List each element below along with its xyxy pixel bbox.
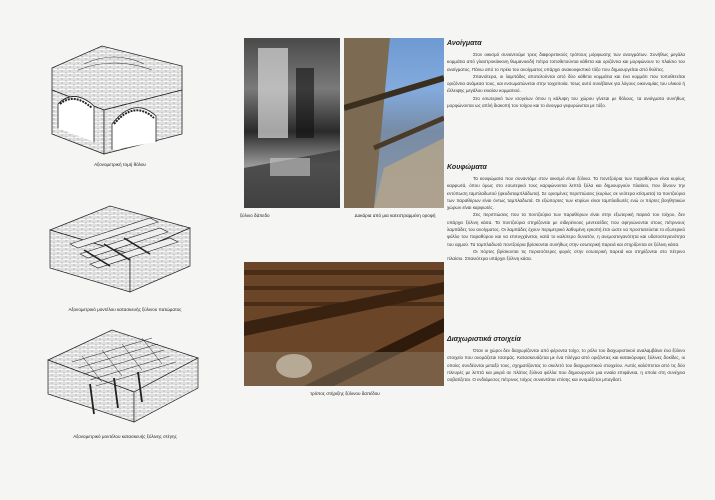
photo-roof-svg — [344, 38, 444, 208]
drawings-column — [0, 0, 240, 500]
photo-floor-svg — [244, 38, 340, 208]
floor-axonometric-drawing — [40, 200, 200, 296]
section-title-partitions: Διαχωριστικά στοιχεία — [447, 336, 521, 343]
section-partitions — [447, 336, 685, 383]
paragraph: Στις περιπτώσεις που τα ποντζούρια των παραθύρων είναι στην εξωτερική παρειά του τοίχου, δεν υπάρχει ξύλινη κάσα. Τα ποντζούρια στηρίζονται με σιδερένιους μεντεσέδες που σφηνώνονται στους πέτρινους λαμπάδες του ανοίγματος. Οι λαμπάδες έχουν περιμετρικό λαθυμένη εγκοπή έτσι ώστε να προστατεύεται το εξωτερικό φύλλο του παραθύρου και να επιτυγχάνεται, κατά το καλύτερο δυνατόν, η ανεμοστεγανότητα και υδατοστεγανότητα του αρμού. Τα ταμπλαδωτά ποντζούρια βρίσκονται συνήθως στην εσωτερική παρειά και στηρίζονται σε ξύλινη κάσα. — [447, 212, 685, 247]
photo-wooden-floor — [244, 38, 340, 208]
floor-drawing-svg — [40, 200, 200, 296]
vault-axonometric-drawing — [44, 38, 186, 156]
section-title-frames: Κουφώματα — [447, 164, 487, 171]
caption-photo-floor: ξύλινο δάπεδο — [240, 213, 270, 218]
section-title-openings: Ανοίγματα — [447, 40, 482, 47]
paragraph: Σπανιότερα, οι λαμπάδες αποτελούνται από δύο κάθετα κομμάτια και ένα κομμάτι που τοποθετείται οριζόντια ανάμεσα τους, και ενσωματώνεται στην τοιχοποιία. Ίσως αυτό συνέβαινε για λόγους οικονομίας του υλικού ή έλλειψης μεγάλου ενιαίου κομματιού. — [447, 73, 685, 94]
paragraph: Οι πόρτες βρίσκονται τις περισσότερες φορές στην εσωτερική παρειά και στηρίζονται στο πέτρινο πλαίσιο. Σπανιότερα υπάρχει ξύλινη κάσα. — [447, 248, 685, 262]
paragraph: Στο εσωτερικό των ισογείων όπου η κάλυψη του χώρου γίνεται με θόλους, τα ανοίγματα συνήθως μορφώνονται ως απλή διακοπή του τοίχου και το άνοιγμα γεφυρώνεται με τόξο. — [447, 95, 685, 109]
caption-roof: Αξονομετρικό μοντέλου κατασκευής ξύλινης στέγης — [73, 434, 177, 439]
section-frames — [447, 164, 685, 263]
caption-photo-roof: Δοκάρια από μια κατεστραμμένη οροφή — [354, 213, 436, 218]
section-openings — [447, 40, 685, 109]
photo-damaged-roof — [344, 38, 444, 208]
vault-drawing-svg — [44, 38, 186, 156]
paragraph: Όταν οι χώροι δεν διαχωρίζονται από φέροντα τοίχο, το ρόλο του διαχωριστικού αναλαμβάνει ένα ξύλινο στοιχείο που ονομάζεται τσατμάς. Κατασκευάζεται με ένα πλέγμα από οριζόντιες και κατακόρυφες ξύλινες δοκίδες, οι οποίες συνδέονται μεταξύ τους, σχηματίζοντας το σκελετό του διαχωριστικού στοιχείου. Αυτός καλύπτεται από τις δύο πλευρές με λεπτά και μικρά σε πλάτος ξύλινα φύλλα που δημιουργούν μια ενιαία επιφάνεια, η οποία στη συνέχεια σοβατίζεται. Ο ενδιάμεσος πέτρινος τοίχος συναντάται επίσης και ονομάζεται μπαγδατί. — [447, 348, 685, 383]
photo-floor-support — [244, 262, 444, 386]
paragraph: Στον οικισμό συναντούμε τρεις διαφορετικούς τρόπους μόρφωσης των ανοιγμάτων. Συνήθως μεγάλα κομμάτια από γλαστροκόκκινη θωμανοειδή πέτρα τοποθετούνται κάθετα και οριζόντια και μορφώνουν το πλαίσιο του ανοίγματος. Πάνω από το πρέκι του ανοίγματος υπάρχει ανακουφιστικό τόξο που δημιουργείται από θολίτες. — [447, 52, 685, 72]
roof-drawing-svg — [42, 322, 202, 426]
paragraph: Τα κουφώματα που συναντάμε στον οικισμό είναι ξύλινα. Τα ποντζούρια των παραθύρων είναι κυρίως καρφωτά, όπου όμως στο εσωτερικό τους καρφώνονται λεπτά ξύλα και δημιουργούν πλαίσιο, που δίνουν την εντύπωση ταμπλαδωτού (ψευδοταμπλάδωτα). Σε ορισμένες περιπτώσεις (κυρίως σε νεότερα κτίσματα) τα ποντζούρια των παραθύρων είναι όντως ταμπλαδωτά. Οι εξώπορτες των κτιρίων είναι ταμπλαδωτές ενώ οι πόρτες βοηθητικών χώρων είναι καρφωτές. — [447, 176, 685, 211]
roof-axonometric-drawing — [42, 322, 202, 426]
caption-floor: Αξονομετρικό μοντέλου κατασκευής ξύλινου πατώματος — [68, 307, 182, 312]
caption-vault: Αξονομετρική τομή θόλου — [94, 162, 146, 167]
photo-support-svg — [244, 262, 444, 386]
caption-photo-support: τρόπος στήριξης ξύλινου δαπέδου — [310, 391, 380, 396]
